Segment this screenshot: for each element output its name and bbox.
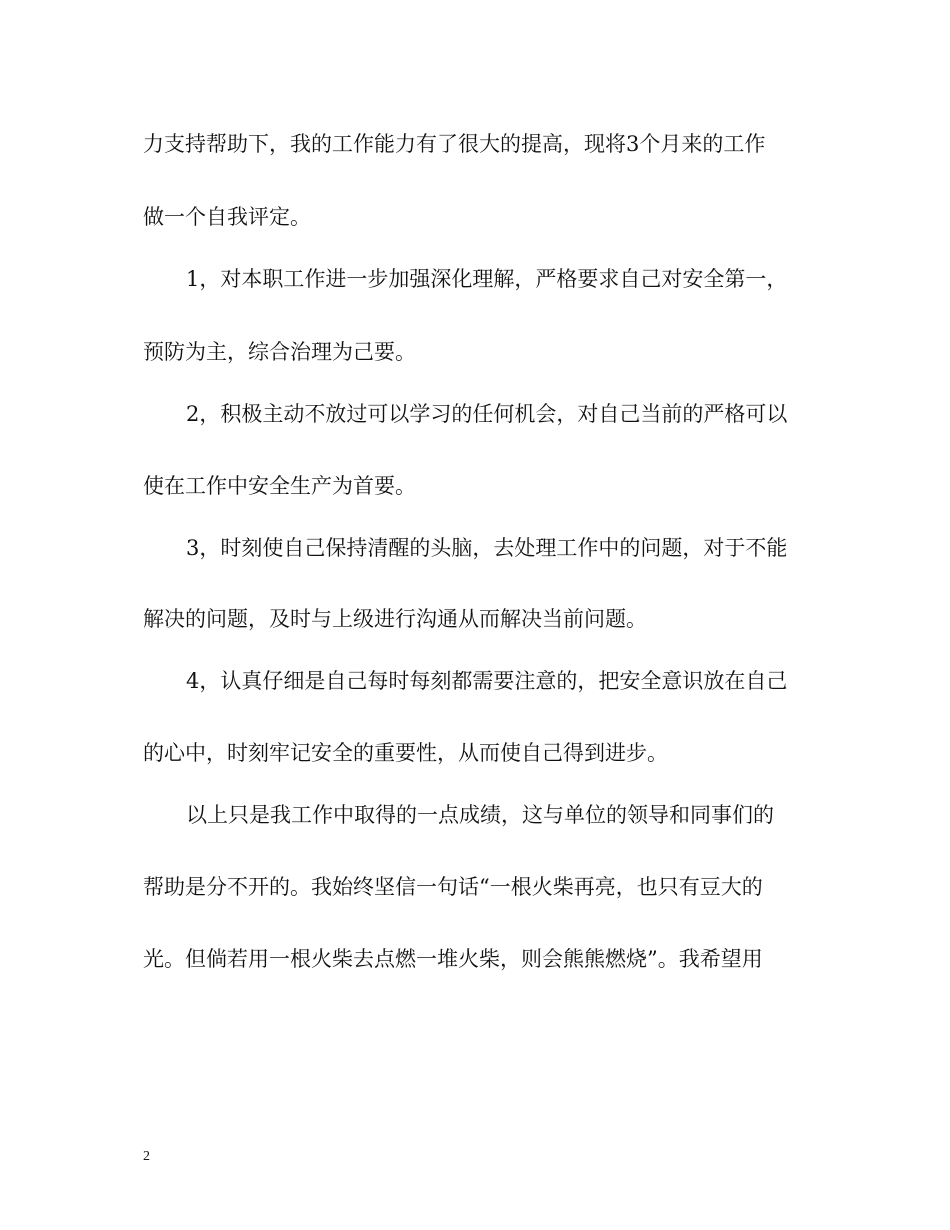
text-line: 光。但倘若用一根火柴去点燃一堆火柴，则会熊熊燃烧”。我希望用 [143, 947, 763, 971]
text-line: 的心中，时刻牢记安全的重要性，从而使自己得到进步。 [143, 741, 668, 765]
paragraph-5-line: 以上只是我工作中取得的一点成绩，这与单位的领导和同事们的 [186, 803, 774, 827]
paragraph-1-line: 1，对本职工作进一步加强深化理解，严格要求自己对安全第一， [186, 267, 788, 291]
text-line: 帮助是分不开的。我始终坚信一句话“一根火柴再亮，也只有豆大的 [143, 875, 763, 899]
text-line: 解决的问题，及时与上级进行沟通从而解决当前问题。 [143, 607, 647, 631]
paragraph-3-line: 3，时刻使自己保持清醒的头脑，去处理工作中的问题，对于不能 [186, 536, 788, 560]
paragraph-4-line: 4，认真仔细是自己每时每刻都需要注意的，把安全意识放在自己 [186, 669, 788, 693]
text-line: 预防为主，综合治理为己要。 [143, 340, 416, 364]
text-line: 做一个自我评定。 [143, 205, 311, 229]
text-line: 力支持帮助下，我的工作能力有了很大的提高，现将3个月来的工作 [143, 132, 766, 156]
page-number: 2 [143, 1149, 150, 1164]
text-line: 使在工作中安全生产为首要。 [143, 474, 416, 498]
paragraph-2-line: 2，积极主动不放过可以学习的任何机会，对自己当前的严格可以 [186, 402, 788, 426]
